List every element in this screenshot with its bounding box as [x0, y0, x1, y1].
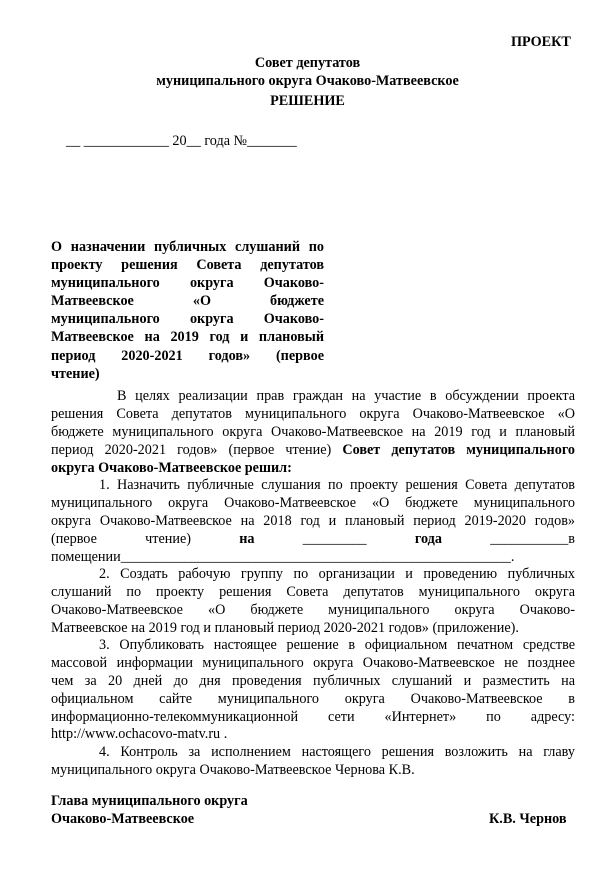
preamble-line: бюджете муниципального округа Очаково-Матвеевское на 2019 год и плановый	[51, 423, 575, 440]
subject-line: проекту решения Совета депутатов	[51, 257, 324, 274]
item-1-line	[51, 531, 575, 549]
item-2-line: 2. Создать рабочую группу по организации и проведению публичных	[99, 566, 575, 582]
time-blank: ___________в	[490, 530, 575, 547]
district-name: муниципального округа Очаково-Матвеевское	[156, 73, 459, 89]
website-url: http://www.ochacovo-matv.ru .	[51, 726, 228, 743]
item-1-line: муниципального округа Очаково-Матвеевское «О бюджете муниципального	[51, 494, 575, 511]
item-1-line: округа Очаково-Матвеевское на 2018 год и плановый период 2019-2020 годов»	[51, 512, 575, 529]
item-2-line: слушаний по проекту решения Совета депутатов муниципального округа	[51, 583, 575, 600]
council-name: Совет депутатов	[254, 55, 361, 71]
item-3-line: информационно-телекоммуникационной сети «Интернет» по адресу:	[51, 708, 575, 725]
item-1-word: (первое	[51, 530, 97, 547]
subject-line: муниципального округа Очаково-	[51, 275, 324, 292]
item-3	[51, 637, 575, 744]
date-blank: _________	[302, 530, 367, 547]
subject-line: период 2020-2021 годов» (первое	[51, 347, 324, 364]
preamble-line	[51, 442, 575, 460]
signatory-title: Глава муниципального округа	[51, 793, 248, 809]
item-1-word: чтение)	[145, 530, 191, 547]
item-3-line: 3. Опубликовать настоящее решение в официальном печатном средстве	[99, 637, 575, 653]
document-type: РЕШЕНИЕ	[270, 93, 345, 109]
preamble-line: решения Совета депутатов муниципального округа Очаково-Матвеевское «О	[51, 405, 575, 422]
item-2-line: Матвеевское на 2019 год и плановый период 2020-2021 годов» (приложение).	[51, 619, 519, 636]
item-3-line: официальном сайте муниципального округа Очаково-Матвеевское в	[51, 690, 575, 707]
item-1	[51, 477, 575, 566]
subject-line: О назначении публичных слушаний по	[51, 239, 324, 255]
item-4-line: 4. Контроль за исполнением настоящего решения возложить на главу	[99, 744, 575, 760]
item-2-line: Очаково-Матвеевское «О бюджете муниципального округа Очаково-	[51, 601, 575, 618]
signatory-title: Очаково-Матвеевское	[51, 811, 195, 827]
date-number-line: __ ____________ 20__ года №_______	[66, 133, 297, 149]
signatory-name: К.В. Чернов	[489, 811, 567, 827]
item-1-word: на	[239, 530, 255, 547]
preamble-text: период 2020-2021 годов» (первое чтение)	[51, 441, 332, 458]
item-1-line: 1. Назначить публичные слушания по проекту решения Совета депутатов	[99, 477, 575, 493]
project-label: ПРОЕКТ	[511, 34, 571, 50]
subject-line: Матвеевское «О бюджете	[51, 293, 324, 310]
item-4-line: муниципального округа Очаково-Матвеевское Чернова К.В.	[51, 761, 415, 778]
item-2	[51, 566, 575, 638]
subject-line: чтение)	[51, 365, 100, 382]
council-resolves-text: Совет депутатов муниципального	[342, 441, 575, 458]
subject-line: Матвеевское на 2019 год и плановый	[51, 329, 324, 346]
subject-block	[51, 238, 324, 383]
item-3-line: чем за 20 дней до дня проведения публичных слушаний и разместить на	[51, 672, 575, 689]
council-resolves-text: округа Очаково-Матвеевское решил:	[51, 459, 292, 476]
item-4	[51, 744, 575, 780]
item-3-line: массовой информации муниципального округа Очаково-Матвеевское не позднее	[51, 654, 575, 671]
item-1-line: помещении_______________________________________________________.	[51, 548, 515, 565]
subject-line: муниципального округа Очаково-	[51, 311, 324, 328]
item-1-word: года	[414, 530, 442, 547]
preamble	[51, 388, 575, 477]
preamble-line: В целях реализации прав граждан на участие в обсуждении проекта	[117, 388, 575, 404]
